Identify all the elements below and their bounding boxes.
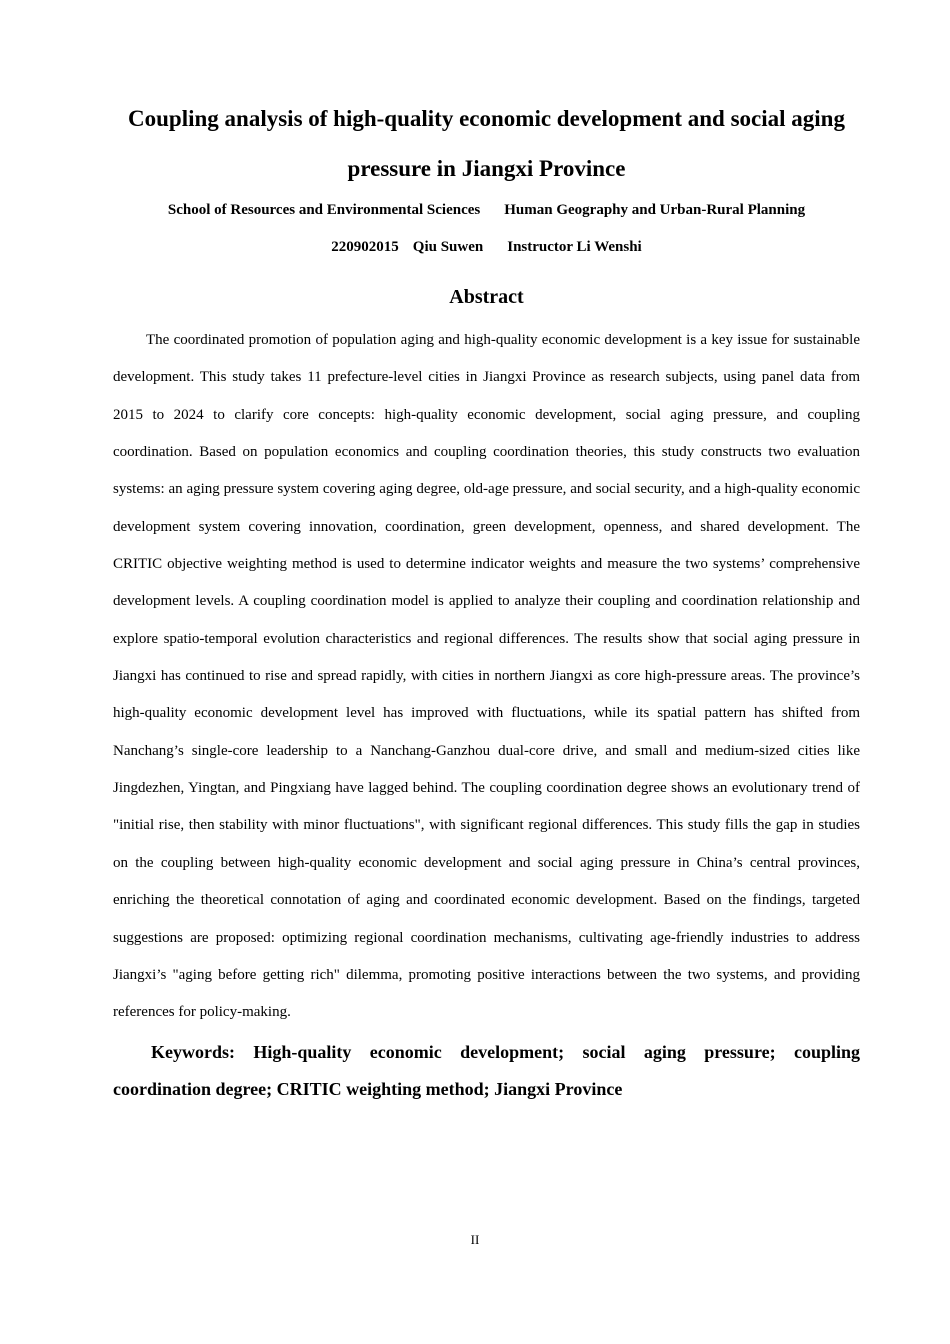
student-id: 220902015 [331, 239, 399, 255]
instructor-name: Instructor Li Wenshi [507, 239, 642, 255]
affiliation-line [113, 200, 860, 220]
school-name: School of Resources and Environmental Sciences [167, 202, 481, 218]
keywords: Keywords: High-quality economic development; social aging pressure; coupling coordination degree; CRITIC weighting method; Jiangxi Province [113, 1041, 860, 1100]
paper-page [113, 94, 860, 1109]
major-name: Human Geography and Urban-Rural Planning [504, 202, 806, 218]
abstract-heading: Abstract [449, 286, 524, 308]
author-line [113, 237, 860, 257]
page-number: II [470, 1232, 480, 1247]
abstract-body: The coordinated promotion of population aging and high-quality economic development is a key issue for sustainable development. This study takes 11 prefecture-level cities in Jiangxi Province as research subjects, using panel data from 2015 to 2024 to clarify core concepts: high-quality economic development, social aging pressure, and coupling coordination. Based on population economics and coupling coordination theories, this study constructs two evaluation systems: an aging pressure system covering aging degree, old-age pressure, and social security, and a high-quality economic development system covering innovation, coordination, green development, openness, and shared development. The CRITIC objective weighting method is used to determine indicator weights and measure the two systems’ comprehensive development levels. A coupling coordination model is applied to analyze their coupling and coordination relationship and explore spatio-temporal evolution characteristics and regional differences. The results show that social aging pressure in Jiangxi has continued to rise and spread rapidly, with cities in northern Jiangxi as core high-pressure areas. The province’s high-quality economic development level has improved with fluctuations, while its spatial pattern has shifted from Nanchang’s single-core leadership to a Nanchang-Ganzhou dual-core drive, and small and medium-sized cities like Jingdezhen, Yingtan, and Pingxiang have lagged behind. The coupling coordination degree shows an evolutionary trend of "initial rise, then stability with minor fluctuations", with significant regional differences. This study fills the gap in studies on the coupling between high-quality economic development and social aging pressure in China’s central provinces, enriching the theoretical connotation of aging and coordinated economic development. Based on the findings, targeted suggestions are proposed: optimizing regional coordination mechanisms, cultivating age-friendly industries to address Jiangxi’s "aging before getting rich" dilemma, promoting positive interactions between the two systems, and providing references for policy-making. [113, 332, 860, 1021]
student-name: Qiu Suwen [412, 239, 484, 255]
paper-title: Coupling analysis of high-quality economic development and social aging pressure in Jiangxi Province [128, 106, 845, 181]
